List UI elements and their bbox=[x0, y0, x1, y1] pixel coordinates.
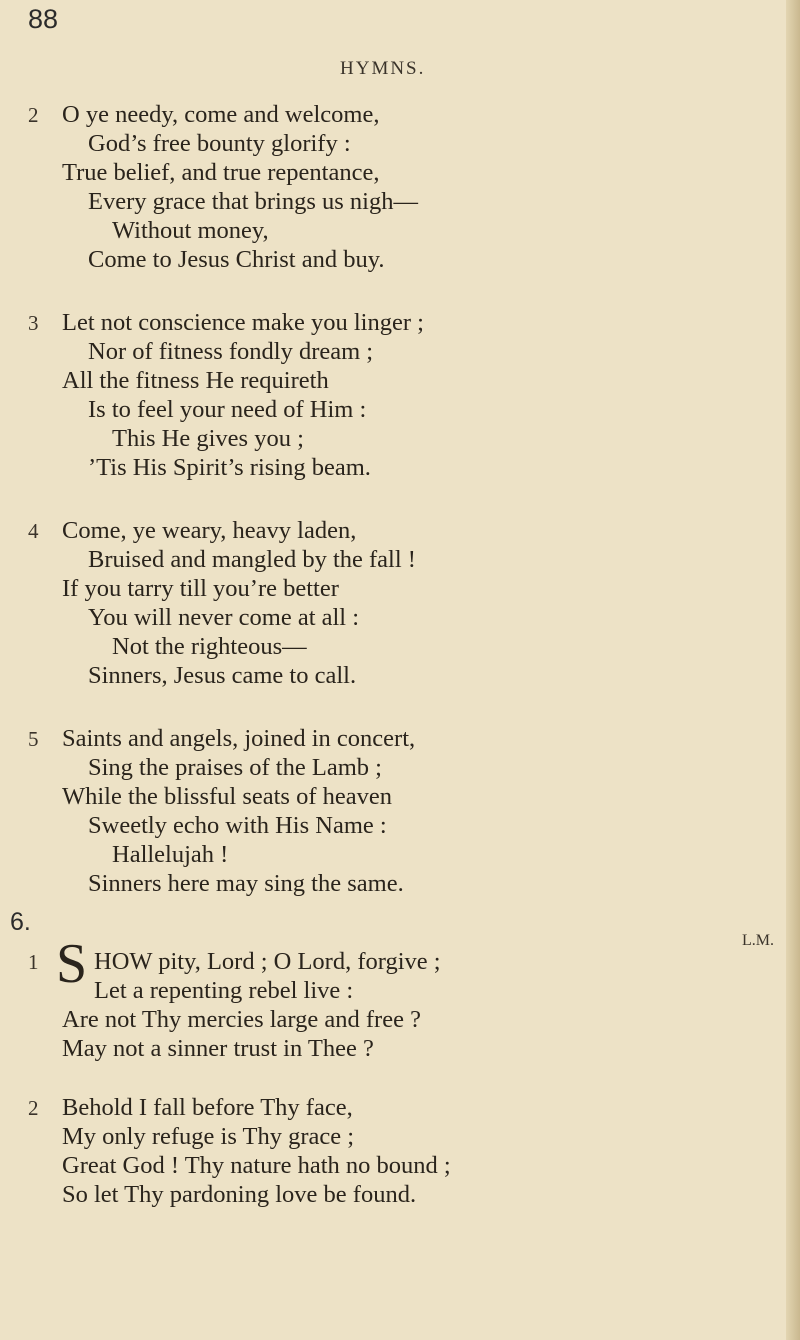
stanza-line: Sing the praises of the Lamb ; bbox=[88, 754, 382, 781]
page-number: 88 bbox=[28, 4, 59, 34]
stanza-line: Hallelujah ! bbox=[112, 841, 229, 868]
stanza-line: Come to Jesus Christ and buy. bbox=[88, 246, 385, 273]
stanza-line: HOW pity, Lord ; O Lord, forgive ; bbox=[94, 948, 441, 975]
verse-number: 1 bbox=[28, 950, 39, 974]
stanza-line: Sweetly echo with His Name : bbox=[88, 812, 387, 839]
stanza-line: Let a repenting rebel live : bbox=[94, 977, 354, 1004]
stanza-line: Without money, bbox=[112, 217, 269, 244]
stanza-line: Saints and angels, joined in concert, bbox=[62, 725, 416, 752]
page-edge bbox=[786, 0, 800, 1340]
stanza-line: This He gives you ; bbox=[112, 425, 304, 452]
stanza-line: If you tarry till you’re better bbox=[62, 575, 339, 602]
stanza-line: ’Tis His Spirit’s rising beam. bbox=[88, 454, 371, 481]
verse-number: 2 bbox=[28, 103, 39, 127]
stanza-line: True belief, and true repentance, bbox=[62, 159, 380, 186]
stanza-line: You will never come at all : bbox=[88, 604, 360, 631]
stanza-line: May not a sinner trust in Thee ? bbox=[62, 1035, 374, 1062]
meter-label: L.M. bbox=[742, 932, 774, 949]
stanza-line: Are not Thy mercies large and free ? bbox=[62, 1006, 421, 1033]
hymn-number: 6. bbox=[10, 908, 31, 936]
stanza-line: My only refuge is Thy grace ; bbox=[62, 1123, 355, 1150]
drop-cap: S bbox=[56, 933, 88, 995]
stanza-line: Behold I fall before Thy face, bbox=[62, 1094, 353, 1121]
stanza-line: Is to feel your need of Him : bbox=[88, 396, 367, 423]
verse-number: 5 bbox=[28, 727, 39, 751]
stanza-line: Sinners here may sing the same. bbox=[88, 870, 404, 897]
running-head: HYMNS. bbox=[340, 58, 426, 79]
stanza-line: Bruised and mangled by the fall ! bbox=[88, 546, 416, 573]
stanza-line: Not the righteous— bbox=[112, 633, 307, 660]
verse-number: 4 bbox=[28, 519, 39, 543]
stanza-line: So let Thy pardoning love be found. bbox=[62, 1181, 417, 1208]
stanza-line: Sinners, Jesus came to call. bbox=[88, 662, 357, 689]
stanza-line: While the blissful seats of heaven bbox=[62, 783, 392, 810]
stanza-line: All the fitness He requireth bbox=[62, 367, 329, 394]
verse-number: 3 bbox=[28, 311, 39, 335]
stanza-line: O ye needy, come and welcome, bbox=[62, 101, 380, 128]
stanza-line: Let not conscience make you linger ; bbox=[62, 309, 424, 336]
stanza-line: Come, ye weary, heavy laden, bbox=[62, 517, 357, 544]
stanza-line: Nor of fitness fondly dream ; bbox=[88, 338, 374, 365]
verse-number: 2 bbox=[28, 1096, 39, 1120]
stanza-line: Great God ! Thy nature hath no bound ; bbox=[62, 1152, 451, 1179]
stanza-line: God’s free bounty glorify : bbox=[88, 130, 351, 157]
stanza-line: Every grace that brings us nigh— bbox=[88, 188, 418, 215]
